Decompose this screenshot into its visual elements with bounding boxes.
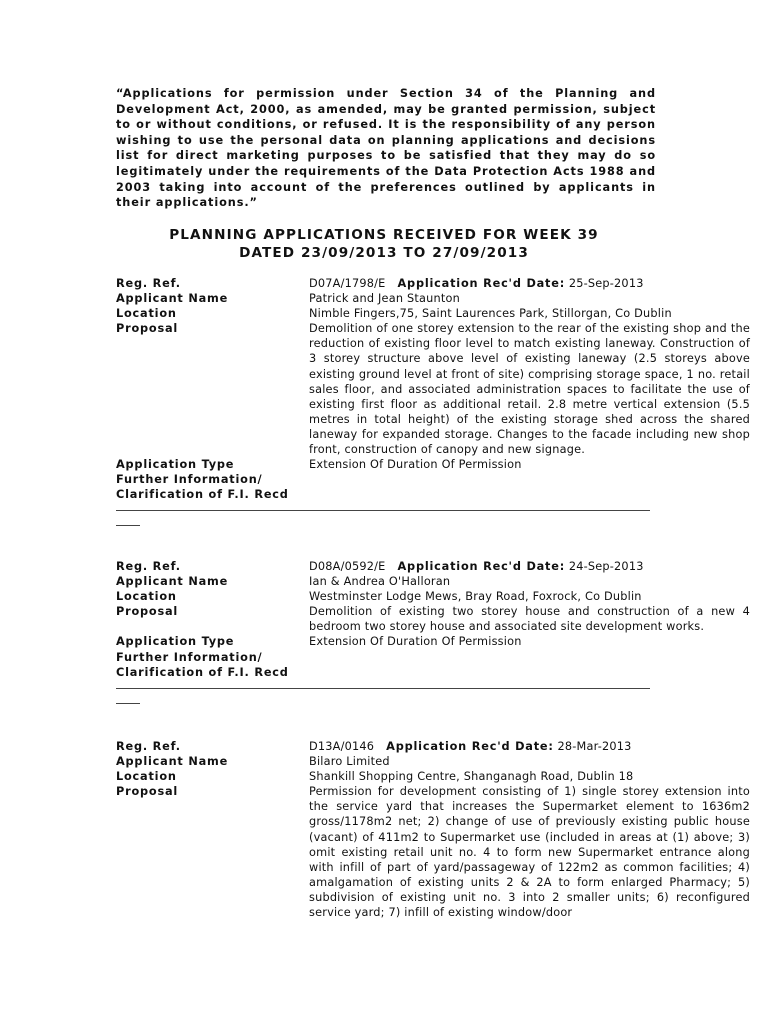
proposal-value: Demolition of one storey extension to the rear of the existing shop and the reduction of existing floor level to match existing laneway. Construction of 3 storey structure above level of existing laneway (2.5 storeys above existing ground level at front of site) comprising storage space, 1 no. retail sales floor, and associated administration spaces to facilitate the use of existing first floor as additional retail. 2.8 metre vertical extension (5.5 metres in total height) of the existing storage shed across the shared laneway for expanded storage. Changes to the facade including new shop front, construction of canopy and new signage. — [309, 322, 750, 457]
heading-line-1: PLANNING APPLICATIONS RECEIVED FOR WEEK 39 — [169, 227, 599, 243]
application-record — [116, 559, 750, 704]
recd-date-label: Application Rec'd Date: — [397, 560, 566, 573]
location-label: Location — [116, 590, 177, 604]
intro-disclaimer: “Applications for permission under Section 34 of the Planning and Development Act, 2000, as amended, may be granted permission, subject to or without conditions, or refused. It is the responsibility of any person wishing to use the personal data on planning applications and decisions list for direct marketing purposes to be satisfied that they may do so legitimately under the requirements of the Data Protection Acts 1988 and 2003 taking into account of the preferences outlined by applicants in their applications.” — [116, 87, 656, 210]
separator-rule-end — [116, 703, 140, 704]
reg-ref-value: D08A/0592/E — [309, 560, 386, 573]
applicant-name-value: Patrick and Jean Staunton — [309, 292, 460, 306]
location-label: Location — [116, 770, 177, 784]
recd-date-label: Application Rec'd Date: — [397, 277, 566, 290]
reg-ref-label: Reg. Ref. — [116, 277, 181, 290]
proposal-label: Proposal — [116, 322, 179, 336]
applicant-name-value: Bilaro Limited — [309, 755, 390, 769]
applicant-name-label: Applicant Name — [116, 292, 229, 306]
application-type-value: Extension Of Duration Of Permission — [309, 458, 522, 472]
clarification-label: Clarification of F.I. Recd — [116, 488, 289, 502]
page-heading — [116, 226, 652, 262]
clarification-label: Clarification of F.I. Recd — [116, 665, 289, 679]
proposal-label: Proposal — [116, 785, 179, 799]
location-value: Shankill Shopping Centre, Shanganagh Road, Dublin 18 — [309, 770, 634, 784]
location-value: Nimble Fingers,75, Saint Laurences Park, Stillorgan, Co Dublin — [309, 307, 672, 321]
applicant-name-value: Ian & Andrea O'Halloran — [309, 575, 451, 589]
reg-ref-label: Reg. Ref. — [116, 560, 181, 573]
location-label: Location — [116, 307, 177, 321]
proposal-value: Permission for development consisting of 1) single storey extension into the service yard that increases the Supermarket element to 1636m2 gross/1178m2 net; 2) change of use of previously existing public house (vacant) of 411m2 to Supermarket use (included in areas at (1) above; 3) omit existing retail unit no. 4 to form new Supermarket entrance along with infill of part of yard/passageway of 122m2 as common facilities; 4) amalgamation of existing units 2 & 2A to form enlarged Pharmacy; 5) subdivision of existing unit no. 3 into 2 smaller units; 6) reconfigured service yard; 7) infill of existing window/door — [309, 785, 750, 920]
separator-rule — [116, 510, 650, 511]
application-type-value: Extension Of Duration Of Permission — [309, 635, 522, 649]
applicant-name-label: Applicant Name — [116, 755, 229, 769]
heading-line-2: DATED 23/09/2013 TO 27/09/2013 — [239, 245, 529, 261]
separator-rule-end — [116, 525, 140, 526]
proposal-label: Proposal — [116, 605, 179, 619]
application-record — [116, 739, 750, 920]
recd-date-value: 24-Sep-2013 — [568, 560, 644, 573]
proposal-value: Demolition of existing two storey house and construction of a new 4 bedroom two storey house and associated site development works. — [309, 605, 750, 634]
further-info-label: Further Information/ — [116, 473, 263, 487]
recd-date-label: Application Rec'd Date: — [386, 740, 554, 753]
applicant-name-label: Applicant Name — [116, 575, 229, 589]
further-info-label: Further Information/ — [116, 650, 263, 664]
recd-date-value: 25-Sep-2013 — [568, 277, 644, 290]
separator-rule — [116, 688, 650, 689]
location-value: Westminster Lodge Mews, Bray Road, Foxrock, Co Dublin — [309, 590, 642, 604]
reg-ref-label: Reg. Ref. — [116, 740, 181, 753]
application-type-label: Application Type — [116, 635, 235, 649]
application-record — [116, 276, 750, 526]
reg-ref-value: D07A/1798/E — [309, 277, 386, 290]
recd-date-value: 28-Mar-2013 — [557, 740, 632, 753]
reg-ref-value: D13A/0146 — [309, 740, 375, 753]
application-type-label: Application Type — [116, 458, 235, 472]
